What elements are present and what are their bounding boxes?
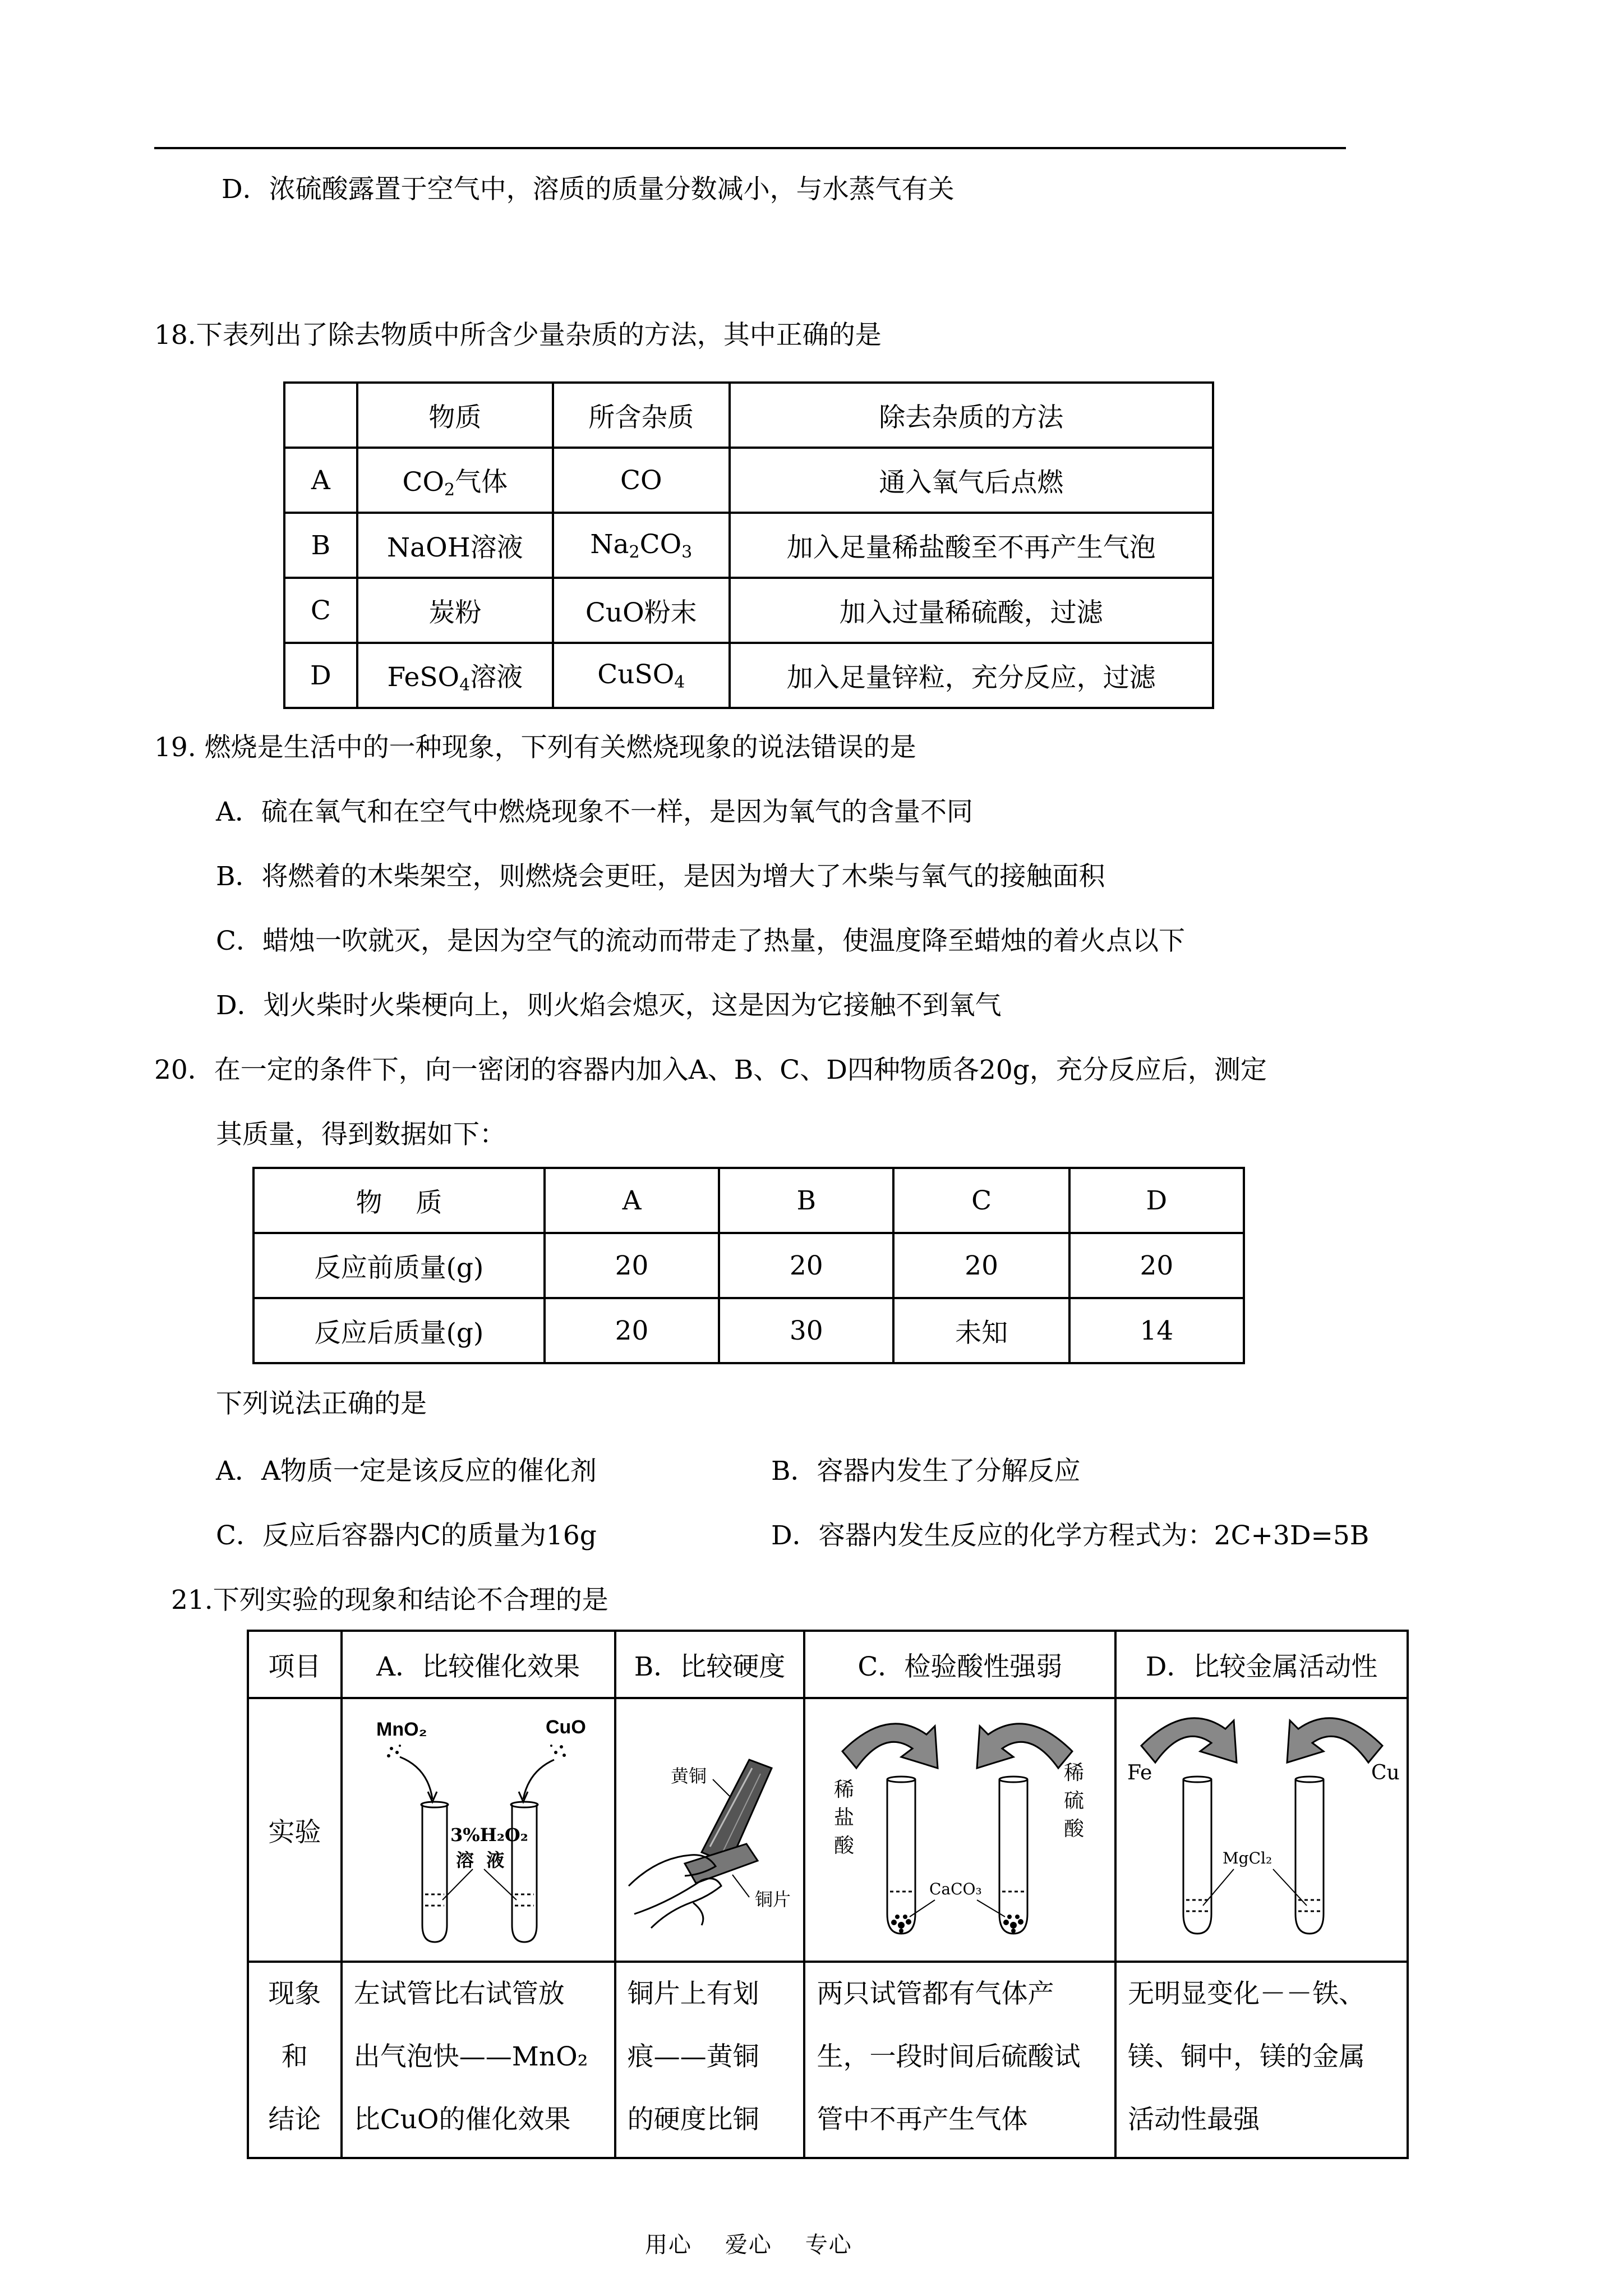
copper-sheet-label: 铜片 xyxy=(754,1889,791,1910)
table-row xyxy=(253,1298,1244,1363)
q21-table xyxy=(247,1630,1409,2159)
test-tube-right-icon xyxy=(999,1777,1027,1934)
q18-row-label: C xyxy=(284,578,357,643)
q19-option-d: D．划火柴时火柴梗向上，则火焰会熄灭，这是因为它接触不到氧气 xyxy=(216,990,1002,1021)
test-tube-right-icon xyxy=(511,1802,538,1942)
q21-header-item: 项目 xyxy=(248,1631,342,1698)
q20-header-b: B xyxy=(719,1168,893,1233)
caco3-label: CaCO₃ xyxy=(929,1880,982,1898)
q18-substance: FeSO$_4$溶液 xyxy=(357,643,553,708)
q20-cell: 20 xyxy=(719,1233,893,1298)
q20-cell: 20 xyxy=(893,1233,1069,1298)
q21-result-c: 两只试管都有气体产 生，一段时间后硫酸试 管中不再产生气体 xyxy=(804,1962,1115,2158)
table-row xyxy=(284,578,1213,643)
q20-table xyxy=(252,1167,1245,1364)
q19-stem: 19. 燃烧是生活中的一种现象，下列有关燃烧现象的说法错误的是 xyxy=(154,732,916,763)
curved-arrow-right-icon xyxy=(977,1724,1072,1768)
catalyst-tubes-diagram xyxy=(344,1701,613,1959)
q21-row-label-result: 现象 和 结论 xyxy=(248,1962,342,2158)
q19-option-c: C．蜡烛一吹就灭，是因为空气的流动而带走了热量，使温度降至蜡烛的着火点以下 xyxy=(216,926,1185,956)
q21-diagram-c xyxy=(804,1698,1115,1962)
table-row xyxy=(253,1233,1244,1298)
q21-header-c: C．检验酸性强弱 xyxy=(804,1631,1115,1698)
q21-result-b: 铜片上有划 痕——黄铜 的硬度比铜 xyxy=(615,1962,805,2158)
table-row xyxy=(253,1168,1244,1233)
header-rule xyxy=(154,147,1346,149)
page-footer: 用心 爱心 专心 xyxy=(645,2232,852,2258)
metal-tubes-diagram xyxy=(1119,1701,1405,1959)
q20-option-a: A．A物质一定是该反应的催化剂 xyxy=(216,1456,597,1487)
q21-diagram-d xyxy=(1115,1698,1408,1962)
q21-result-d: 无明显变化－－铁、 镁、铜中，镁的金属 活动性最强 xyxy=(1115,1962,1408,2158)
q20-cell: 20 xyxy=(1069,1233,1244,1298)
curved-arrow-left-icon xyxy=(842,1724,938,1768)
q18-substance: $CO_2$气体 xyxy=(357,448,553,513)
q20-stem-line2: 其质量，得到数据如下： xyxy=(216,1119,506,1150)
q18-header-impurity: 所含杂质 xyxy=(553,383,730,448)
q18-header-substance: 物质 xyxy=(357,383,553,448)
acid-tubes-diagram xyxy=(809,1701,1112,1959)
q18-impurity: $Na_2CO_3$ xyxy=(553,513,730,578)
test-tube-right-icon xyxy=(1295,1777,1324,1934)
q21-diagram-b xyxy=(615,1698,805,1962)
test-tube-left-icon xyxy=(1183,1777,1211,1934)
q18-header-blank xyxy=(284,383,357,448)
q18-impurity: CuSO$_4$ xyxy=(553,643,730,708)
curved-arrow-right-icon xyxy=(1287,1718,1382,1763)
q18-row-label: B xyxy=(284,513,357,578)
q20-row-label: 反应前质量(g) xyxy=(253,1233,545,1298)
table-row xyxy=(284,513,1213,578)
q20-option-d: D．容器内发生反应的化学方程式为：2C+3D=5B xyxy=(771,1520,1370,1551)
q20-stem-line1: 20．在一定的条件下，向一密闭的容器内加入A、B、C、D四种物质各20g，充分反应后，测定 xyxy=(154,1055,1267,1085)
q21-header-a: A．比较催化效果 xyxy=(342,1631,615,1698)
powder-left-icon xyxy=(387,1745,401,1757)
table-row xyxy=(248,1962,1408,2158)
q20-header-d: D xyxy=(1069,1168,1244,1233)
table-row xyxy=(248,1631,1408,1698)
cuo-label: CuO xyxy=(545,1717,586,1738)
calcium-carbonate-right-icon xyxy=(1003,1915,1023,1933)
cu-label: Cu xyxy=(1371,1761,1400,1784)
q20-header-c: C xyxy=(893,1168,1069,1233)
q18-method: 加入过量稀硫酸，过滤 xyxy=(730,578,1213,643)
q20-cell: 20 xyxy=(545,1233,719,1298)
q20-option-b: B．容器内发生了分解反应 xyxy=(771,1456,1081,1487)
fe-label: Fe xyxy=(1127,1761,1152,1784)
q20-cell: 未知 xyxy=(893,1298,1069,1363)
calcium-carbonate-left-icon xyxy=(891,1915,911,1933)
q18-method: 加入足量锌粒，充分反应，过滤 xyxy=(730,643,1213,708)
table-row xyxy=(284,643,1213,708)
q18-impurity: CO xyxy=(553,448,730,513)
q21-diagram-a xyxy=(342,1698,615,1962)
q18-table xyxy=(283,381,1214,709)
q21-stem: 21.下列实验的现象和结论不合理的是 xyxy=(171,1585,608,1616)
q20-row-label: 反应后质量(g) xyxy=(253,1298,545,1363)
powder-right-icon xyxy=(550,1745,566,1757)
q20-cell: 14 xyxy=(1069,1298,1244,1363)
solution-label: 溶 液 xyxy=(455,1849,504,1871)
q20-option-c: C．反应后容器内C的质量为16g xyxy=(216,1520,597,1551)
mno2-label: MnO₂ xyxy=(376,1719,427,1740)
dilute-h2so4-label: 稀硫酸 xyxy=(1063,1761,1084,1841)
dilute-hcl-label: 稀盐酸 xyxy=(833,1778,854,1857)
q18-row-label: D xyxy=(284,643,357,708)
table-row xyxy=(284,383,1213,448)
q20-cell: 30 xyxy=(719,1298,893,1363)
q20-cell: 20 xyxy=(545,1298,719,1363)
q20-prompt: 下列说法正确的是 xyxy=(216,1388,427,1419)
q18-method: 加入足量稀盐酸至不再产生气泡 xyxy=(730,513,1213,578)
q18-impurity: CuO粉末 xyxy=(553,578,730,643)
q21-result-a: 左试管比右试管放 出气泡快——MnO₂ 比CuO的催化效果 xyxy=(342,1962,615,2158)
q18-substance: 炭粉 xyxy=(357,578,553,643)
table-row xyxy=(248,1698,1408,1962)
curved-arrow-left-icon xyxy=(1141,1718,1237,1763)
h2o2-label: 3%H₂O₂ xyxy=(450,1824,528,1846)
q21-header-d: D．比较金属活动性 xyxy=(1115,1631,1408,1698)
q18-method: 通入氧气后点燃 xyxy=(730,448,1213,513)
test-tube-left-icon xyxy=(421,1802,448,1942)
mgcl2-label: MgCl₂ xyxy=(1222,1849,1272,1867)
q21-header-b: B．比较硬度 xyxy=(615,1631,805,1698)
q21-row-label-experiment: 实验 xyxy=(248,1698,342,1962)
q19-option-a: A．硫在氧气和在空气中燃烧现象不一样，是因为氧气的含量不同 xyxy=(216,797,973,827)
brass-label: 黄铜 xyxy=(670,1765,707,1787)
q20-header-substance: 物 质 xyxy=(253,1168,545,1233)
q18-row-label: A xyxy=(284,448,357,513)
scratch-diagram xyxy=(617,1712,803,1948)
q18-stem: 18.下表列出了除去物质中所含少量杂质的方法，其中正确的是 xyxy=(154,320,882,351)
table-row xyxy=(284,448,1213,513)
q17-option-d: D．浓硫酸露置于空气中，溶质的质量分数减小，与水蒸气有关 xyxy=(222,174,955,205)
q18-substance: NaOH溶液 xyxy=(357,513,553,578)
q19-option-b: B．将燃着的木柴架空，则燃烧会更旺，是因为增大了木柴与氧气的接触面积 xyxy=(216,861,1105,892)
q20-header-a: A xyxy=(545,1168,719,1233)
q18-header-method: 除去杂质的方法 xyxy=(730,383,1213,448)
test-tube-left-icon xyxy=(887,1777,915,1934)
